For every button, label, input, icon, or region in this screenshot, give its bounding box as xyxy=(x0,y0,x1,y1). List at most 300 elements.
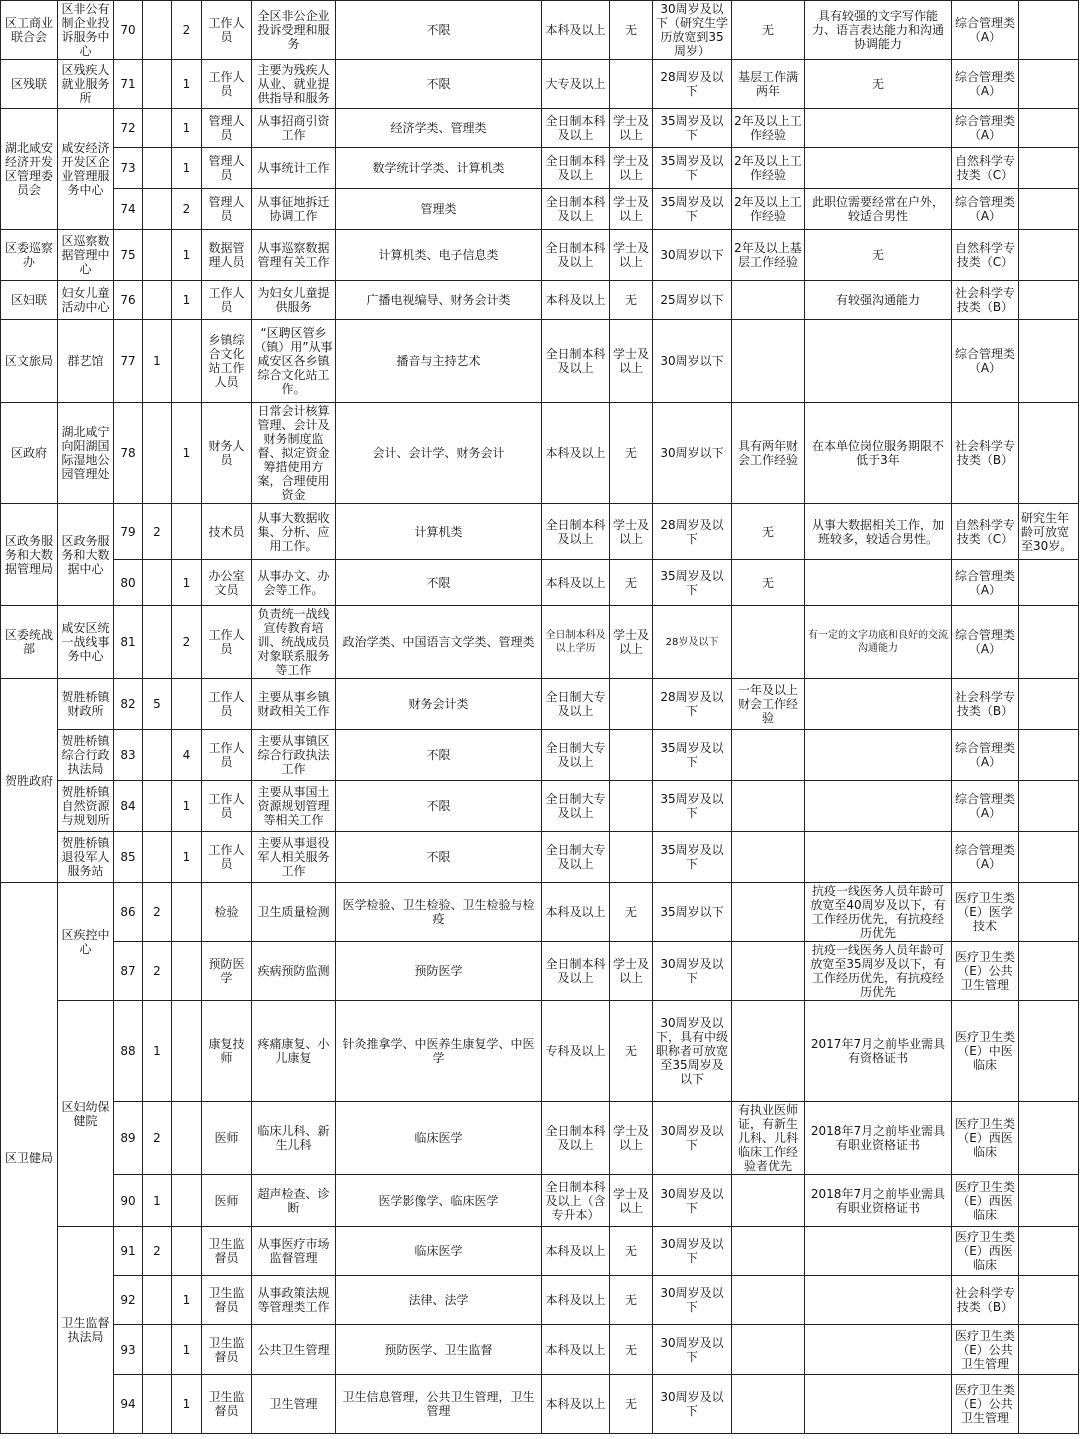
degree-cell xyxy=(610,832,653,883)
note-cell xyxy=(1019,781,1079,832)
seq-cell: 78 xyxy=(114,403,143,504)
unit-cell: 区妇幼保健院 xyxy=(58,1001,114,1227)
org-cell: 区文旅局 xyxy=(1,320,58,403)
position-cell: 管理人员 xyxy=(202,189,252,230)
position-cell: 管理人员 xyxy=(202,148,252,189)
unit-cell: 咸安经济开发区企业管理服务中心 xyxy=(58,109,114,230)
experience-cell xyxy=(732,1375,805,1434)
major-cell: 临床医学 xyxy=(336,1102,542,1175)
note-cell xyxy=(1019,883,1079,942)
note-cell: 研究生年龄可放宽至30岁。 xyxy=(1019,504,1079,560)
age-cell: 30周岁及以下 xyxy=(653,1375,732,1434)
other-req-cell xyxy=(805,1325,952,1375)
age-cell: 35周岁及以下 xyxy=(653,109,732,148)
count-cell-b: 1 xyxy=(172,403,202,504)
count-cell-b: 1 xyxy=(172,1276,202,1325)
unit-cell: 湖北咸宁向阳湖国际湿地公园管理处 xyxy=(58,403,114,504)
age-cell: 35周岁以下 xyxy=(653,883,732,942)
major-cell: 针灸推拿学、中医养生康复学、中医学 xyxy=(336,1001,542,1102)
count-cell-a: 5 xyxy=(143,679,172,730)
count-cell-b xyxy=(172,1001,202,1102)
count-cell-b: 1 xyxy=(172,1375,202,1434)
degree-cell xyxy=(610,60,653,109)
experience-cell xyxy=(732,1325,805,1375)
seq-cell: 75 xyxy=(114,230,143,281)
count-cell-b: 1 xyxy=(172,60,202,109)
count-cell-a xyxy=(143,1325,172,1375)
duty-cell: 主要从事国土资源规划管理等相关工作 xyxy=(252,781,336,832)
table-row xyxy=(1,606,1079,679)
category-cell: 社会科学专技类（B） xyxy=(952,679,1019,730)
position-cell: 工作人员 xyxy=(202,1,252,60)
other-req-cell xyxy=(805,1276,952,1325)
count-cell-b: 1 xyxy=(172,1325,202,1375)
count-cell-a: 1 xyxy=(143,1001,172,1102)
major-cell: 数学统计学类、计算机类 xyxy=(336,148,542,189)
seq-cell: 73 xyxy=(114,148,143,189)
category-cell: 综合管理类（A） xyxy=(952,109,1019,148)
note-cell xyxy=(1019,1175,1079,1227)
count-cell-a xyxy=(143,781,172,832)
education-cell: 全日制本科及以上 xyxy=(542,109,610,148)
degree-cell: 学士及以上 xyxy=(610,942,653,1001)
seq-cell: 85 xyxy=(114,832,143,883)
category-cell: 社会科学专技类（B） xyxy=(952,1276,1019,1325)
age-cell: 28周岁及以下 xyxy=(653,679,732,730)
category-cell: 社会科学专技类（B） xyxy=(952,281,1019,320)
seq-cell: 79 xyxy=(114,504,143,560)
seq-cell: 87 xyxy=(114,942,143,1001)
duty-cell: 从事统计工作 xyxy=(252,148,336,189)
duty-cell: 疼痛康复、小儿康复 xyxy=(252,1001,336,1102)
degree-cell: 无 xyxy=(610,1,653,60)
count-cell-b: 1 xyxy=(172,560,202,606)
category-cell: 医疗卫生类（E）公共卫生管理 xyxy=(952,1325,1019,1375)
unit-cell: 贺胜桥镇退役军人服务站 xyxy=(58,832,114,883)
experience-cell: 2年及以上基层工作经验 xyxy=(732,230,805,281)
count-cell-b xyxy=(172,679,202,730)
experience-cell: 无 xyxy=(732,1,805,60)
category-cell: 综合管理类（A） xyxy=(952,606,1019,679)
seq-cell: 81 xyxy=(114,606,143,679)
education-cell: 本科及以上 xyxy=(542,883,610,942)
position-cell: 办公室文员 xyxy=(202,560,252,606)
table-row xyxy=(1,1325,1079,1375)
major-cell: 广播电视编导、财务会计类 xyxy=(336,281,542,320)
position-cell: 医师 xyxy=(202,1175,252,1227)
table-row xyxy=(1,560,1079,606)
age-cell: 30周岁以下 xyxy=(653,230,732,281)
count-cell-b: 1 xyxy=(172,230,202,281)
education-cell: 全日制本科及以上 xyxy=(542,504,610,560)
degree-cell: 无 xyxy=(610,403,653,504)
table-row xyxy=(1,403,1079,504)
table-row xyxy=(1,1102,1079,1175)
education-cell: 专科及以上 xyxy=(542,1001,610,1102)
education-cell: 全日制本科及以上（含专升本） xyxy=(542,1175,610,1227)
count-cell-b: 2 xyxy=(172,189,202,230)
unit-cell: 区巡察数据管理中心 xyxy=(58,230,114,281)
other-req-cell xyxy=(805,730,952,781)
experience-cell xyxy=(732,606,805,679)
category-cell: 医疗卫生类（E）西医临床 xyxy=(952,1102,1019,1175)
education-cell: 本科及以上 xyxy=(542,1375,610,1434)
org-cell: 区工商业联合会 xyxy=(1,1,58,60)
seq-cell: 72 xyxy=(114,109,143,148)
education-cell: 全日制本科及以上 xyxy=(542,230,610,281)
position-cell: 技术员 xyxy=(202,504,252,560)
note-cell xyxy=(1019,1227,1079,1276)
major-cell: 政治学类、中国语言文学类、管理类 xyxy=(336,606,542,679)
position-cell: 工作人员 xyxy=(202,781,252,832)
major-cell: 不限 xyxy=(336,60,542,109)
other-req-cell: 抗疫一线医务人员年龄可放宽至40周岁及以下，有工作经历优先，有抗疫经历优先 xyxy=(805,883,952,942)
position-cell: 预防医学 xyxy=(202,942,252,1001)
seq-cell: 77 xyxy=(114,320,143,403)
note-cell xyxy=(1019,189,1079,230)
note-cell xyxy=(1019,403,1079,504)
experience-cell xyxy=(732,1001,805,1102)
major-cell: 会计、会计学、财务会计 xyxy=(336,403,542,504)
age-cell: 30周岁及以下 xyxy=(653,1175,732,1227)
category-cell: 医疗卫生类（E）公共卫生管理 xyxy=(952,942,1019,1001)
duty-cell: 卫生质量检测 xyxy=(252,883,336,942)
count-cell-b: 4 xyxy=(172,730,202,781)
duty-cell: 卫生管理 xyxy=(252,1375,336,1434)
duty-cell: 主要从事退役军人相关服务工作 xyxy=(252,832,336,883)
unit-cell: 区疾控中心 xyxy=(58,883,114,1001)
note-cell xyxy=(1019,679,1079,730)
duty-cell: 全区非公企业投诉受理和服务 xyxy=(252,1,336,60)
age-cell: 30周岁以下 xyxy=(653,403,732,504)
degree-cell: 无 xyxy=(610,1276,653,1325)
degree-cell xyxy=(610,730,653,781)
age-cell: 35周岁及以下 xyxy=(653,781,732,832)
other-req-cell xyxy=(805,148,952,189)
position-cell: 数据管理人员 xyxy=(202,230,252,281)
other-req-cell xyxy=(805,109,952,148)
count-cell-b xyxy=(172,320,202,403)
seq-cell: 94 xyxy=(114,1375,143,1434)
duty-cell: 日常会计核算管理、会计及财务制度监督、拟定资金筹措使用方案，合理使用资金 xyxy=(252,403,336,504)
note-cell xyxy=(1019,60,1079,109)
count-cell-b: 1 xyxy=(172,109,202,148)
category-cell: 综合管理类（A） xyxy=(952,832,1019,883)
seq-cell: 91 xyxy=(114,1227,143,1276)
seq-cell: 90 xyxy=(114,1175,143,1227)
experience-cell xyxy=(732,1276,805,1325)
other-req-cell: 有较强沟通能力 xyxy=(805,281,952,320)
note-cell xyxy=(1019,148,1079,189)
unit-cell: 群艺馆 xyxy=(58,320,114,403)
count-cell-b: 1 xyxy=(172,281,202,320)
education-cell: 本科及以上 xyxy=(542,281,610,320)
table-row xyxy=(1,1227,1079,1276)
duty-cell: 从事大数据收集、分析、应用工作。 xyxy=(252,504,336,560)
category-cell: 综合管理类（A） xyxy=(952,189,1019,230)
table-row xyxy=(1,883,1079,942)
experience-cell: 无 xyxy=(732,560,805,606)
position-cell: 工作人员 xyxy=(202,832,252,883)
position-cell: 工作人员 xyxy=(202,60,252,109)
major-cell: 卫生信息管理，公共卫生管理，卫生管理 xyxy=(336,1375,542,1434)
note-cell xyxy=(1019,230,1079,281)
note-cell xyxy=(1019,942,1079,1001)
experience-cell xyxy=(732,942,805,1001)
duty-cell: 从事办文、办会等工作。 xyxy=(252,560,336,606)
count-cell-a xyxy=(143,281,172,320)
major-cell: 计算机类、电子信息类 xyxy=(336,230,542,281)
age-cell: 30周岁及以下 xyxy=(653,942,732,1001)
count-cell-b: 1 xyxy=(172,832,202,883)
experience-cell: 具有两年财会工作经验 xyxy=(732,403,805,504)
other-req-cell: 无 xyxy=(805,60,952,109)
count-cell-b: 1 xyxy=(172,148,202,189)
org-cell: 区残联 xyxy=(1,60,58,109)
count-cell-a xyxy=(143,1276,172,1325)
experience-cell xyxy=(732,320,805,403)
table-row xyxy=(1,730,1079,781)
other-req-cell: 具有较强的文字写作能力、语言表达能力和沟通协调能力 xyxy=(805,1,952,60)
major-cell: 临床医学 xyxy=(336,1227,542,1276)
position-cell: 卫生监督员 xyxy=(202,1227,252,1276)
other-req-cell: 此职位需要经常在户外，较适合男性 xyxy=(805,189,952,230)
category-cell: 医疗卫生类（E）西医临床 xyxy=(952,1227,1019,1276)
age-cell: 30周岁及以下 xyxy=(653,1325,732,1375)
org-cell: 区政府 xyxy=(1,403,58,504)
degree-cell: 学士及以上 xyxy=(610,1102,653,1175)
count-cell-a xyxy=(143,560,172,606)
category-cell: 综合管理类（A） xyxy=(952,730,1019,781)
major-cell: 财务会计类 xyxy=(336,679,542,730)
table-row xyxy=(1,832,1079,883)
note-cell xyxy=(1019,1276,1079,1325)
major-cell: 不限 xyxy=(336,1,542,60)
seq-cell: 84 xyxy=(114,781,143,832)
seq-cell: 93 xyxy=(114,1325,143,1375)
degree-cell: 学士及以上 xyxy=(610,189,653,230)
duty-cell: 从事征地拆迁协调工作 xyxy=(252,189,336,230)
table-row xyxy=(1,230,1079,281)
degree-cell: 无 xyxy=(610,1227,653,1276)
table-row xyxy=(1,1276,1079,1325)
count-cell-a: 1 xyxy=(143,1175,172,1227)
table-row xyxy=(1,281,1079,320)
org-cell: 区委统战部 xyxy=(1,606,58,679)
unit-cell: 区政务服务和大数据中心 xyxy=(58,504,114,606)
count-cell-b xyxy=(172,1102,202,1175)
seq-cell: 71 xyxy=(114,60,143,109)
other-req-cell xyxy=(805,679,952,730)
degree-cell xyxy=(610,781,653,832)
age-cell: 30周岁以下 xyxy=(653,320,732,403)
count-cell-b xyxy=(172,1175,202,1227)
table-row xyxy=(1,781,1079,832)
table-row xyxy=(1,148,1079,189)
degree-cell: 学士及以上 xyxy=(610,504,653,560)
other-req-cell xyxy=(805,560,952,606)
other-req-cell xyxy=(805,320,952,403)
degree-cell: 无 xyxy=(610,1001,653,1102)
education-cell: 全日制本科及以上 xyxy=(542,189,610,230)
age-cell: 30周岁及以下 xyxy=(653,1227,732,1276)
table-row xyxy=(1,1001,1079,1102)
count-cell-a: 2 xyxy=(143,1227,172,1276)
education-cell: 全日制本科及以上学历 xyxy=(542,606,610,679)
table-row xyxy=(1,1175,1079,1227)
major-cell: 管理类 xyxy=(336,189,542,230)
major-cell: 不限 xyxy=(336,730,542,781)
unit-cell: 贺胜桥镇综合行政执法局 xyxy=(58,730,114,781)
experience-cell: 无 xyxy=(732,504,805,560)
seq-cell: 70 xyxy=(114,1,143,60)
experience-cell xyxy=(732,1175,805,1227)
seq-cell: 88 xyxy=(114,1001,143,1102)
duty-cell: 超声检查、诊断 xyxy=(252,1175,336,1227)
age-cell: 28周岁及以下 xyxy=(653,60,732,109)
duty-cell: 从事招商引资工作 xyxy=(252,109,336,148)
duty-cell: 负责统一战线宣传教育培训、统战成员对象联系服务等工作 xyxy=(252,606,336,679)
major-cell: 不限 xyxy=(336,832,542,883)
experience-cell xyxy=(732,781,805,832)
position-cell: 乡镇综合文化站工作人员 xyxy=(202,320,252,403)
org-cell: 贺胜政府 xyxy=(1,679,58,883)
position-cell: 医师 xyxy=(202,1102,252,1175)
category-cell: 综合管理类（A） xyxy=(952,560,1019,606)
degree-cell: 学士及以上 xyxy=(610,148,653,189)
category-cell: 综合管理类（A） xyxy=(952,320,1019,403)
education-cell: 本科及以上 xyxy=(542,1276,610,1325)
category-cell: 自然科学专技类（C） xyxy=(952,148,1019,189)
duty-cell: 从事巡察数据管理有关工作 xyxy=(252,230,336,281)
experience-cell: 2年及以上工作经验 xyxy=(732,148,805,189)
experience-cell xyxy=(732,730,805,781)
other-req-cell xyxy=(805,1375,952,1434)
table-row xyxy=(1,679,1079,730)
category-cell: 医疗卫生类（E）中医临床 xyxy=(952,1001,1019,1102)
count-cell-b xyxy=(172,504,202,560)
table-row xyxy=(1,1375,1079,1434)
education-cell: 全日制大专及以上 xyxy=(542,781,610,832)
education-cell: 全日制本科及以上 xyxy=(542,942,610,1001)
category-cell: 医疗卫生类（E）公共卫生管理 xyxy=(952,1375,1019,1434)
note-cell xyxy=(1019,1375,1079,1434)
education-cell: 本科及以上 xyxy=(542,560,610,606)
seq-cell: 89 xyxy=(114,1102,143,1175)
seq-cell: 76 xyxy=(114,281,143,320)
category-cell: 综合管理类（A） xyxy=(952,60,1019,109)
unit-cell: 妇女儿童活动中心 xyxy=(58,281,114,320)
duty-cell: 疾病预防监测 xyxy=(252,942,336,1001)
note-cell xyxy=(1019,1,1079,60)
position-cell: 卫生监督员 xyxy=(202,1375,252,1434)
experience-cell xyxy=(732,883,805,942)
category-cell: 自然科学专技类（C） xyxy=(952,230,1019,281)
major-cell: 预防医学 xyxy=(336,942,542,1001)
degree-cell: 学士及以上 xyxy=(610,109,653,148)
position-cell: 财务人员 xyxy=(202,403,252,504)
experience-cell: 2年及以上工作经验 xyxy=(732,189,805,230)
other-req-cell: 从事大数据相关工作，加班较多，较适合男性。 xyxy=(805,504,952,560)
major-cell: 医学影像学、临床医学 xyxy=(336,1175,542,1227)
other-req-cell xyxy=(805,781,952,832)
major-cell: 预防医学、卫生监督 xyxy=(336,1325,542,1375)
degree-cell: 无 xyxy=(610,560,653,606)
age-cell: 35周岁及以下 xyxy=(653,148,732,189)
duty-cell: 从事政策法规等管理类工作 xyxy=(252,1276,336,1325)
education-cell: 全日制本科及以上 xyxy=(542,320,610,403)
seq-cell: 82 xyxy=(114,679,143,730)
experience-cell: 有执业医师证，有新生儿科、儿科临床工作经验者优先 xyxy=(732,1102,805,1175)
degree-cell: 无 xyxy=(610,1375,653,1434)
education-cell: 全日制大专及以上 xyxy=(542,679,610,730)
education-cell: 本科及以上 xyxy=(542,403,610,504)
other-req-cell: 无 xyxy=(805,230,952,281)
experience-cell: 基层工作满两年 xyxy=(732,60,805,109)
count-cell-a: 2 xyxy=(143,883,172,942)
other-req-cell: 2018年7月之前毕业需具有职业资格证书 xyxy=(805,1102,952,1175)
duty-cell: 主要从事乡镇财政相关工作 xyxy=(252,679,336,730)
other-req-cell: 抗疫一线医务人员年龄可放宽至35周岁及以下，有工作经历优先，有抗疫经历优先 xyxy=(805,942,952,1001)
table-row xyxy=(1,320,1079,403)
education-cell: 本科及以上 xyxy=(542,1325,610,1375)
category-cell: 医疗卫生类（E）西医临床 xyxy=(952,1175,1019,1227)
count-cell-a xyxy=(143,403,172,504)
position-cell: 卫生监督员 xyxy=(202,1276,252,1325)
category-cell: 自然科学专技类（C） xyxy=(952,504,1019,560)
count-cell-a xyxy=(143,730,172,781)
count-cell-a xyxy=(143,148,172,189)
duty-cell: 公共卫生管理 xyxy=(252,1325,336,1375)
count-cell-a xyxy=(143,1375,172,1434)
duty-cell: 从事医疗市场监督管理 xyxy=(252,1227,336,1276)
degree-cell: 无 xyxy=(610,1325,653,1375)
age-cell: 30周岁及以下，具有中级职称者可放宽至35周岁及以下 xyxy=(653,1001,732,1102)
age-cell: 25周岁以下 xyxy=(653,281,732,320)
degree-cell xyxy=(610,679,653,730)
position-cell: 卫生监督员 xyxy=(202,1325,252,1375)
position-cell: 管理人员 xyxy=(202,109,252,148)
experience-cell xyxy=(732,1227,805,1276)
duty-cell: 主要为残疾人从业、就业提供指导和服务 xyxy=(252,60,336,109)
count-cell-a: 1 xyxy=(143,320,172,403)
education-cell: 大专及以上 xyxy=(542,60,610,109)
count-cell-b: 2 xyxy=(172,1,202,60)
duty-cell: 临床儿科、新生儿科 xyxy=(252,1102,336,1175)
count-cell-a: 2 xyxy=(143,942,172,1001)
org-cell: 区委巡察办 xyxy=(1,230,58,281)
seq-cell: 86 xyxy=(114,883,143,942)
seq-cell: 80 xyxy=(114,560,143,606)
unit-cell: 贺胜桥镇财政所 xyxy=(58,679,114,730)
note-cell xyxy=(1019,832,1079,883)
experience-cell xyxy=(732,281,805,320)
seq-cell: 83 xyxy=(114,730,143,781)
note-cell xyxy=(1019,560,1079,606)
age-cell: 35周岁及以下 xyxy=(653,189,732,230)
age-cell: 30周岁及以下（研究生学历放宽到35周岁） xyxy=(653,1,732,60)
count-cell-a xyxy=(143,109,172,148)
major-cell: 计算机类 xyxy=(336,504,542,560)
note-cell xyxy=(1019,320,1079,403)
position-cell: 工作人员 xyxy=(202,679,252,730)
table-row xyxy=(1,942,1079,1001)
degree-cell: 学士及以上 xyxy=(610,320,653,403)
position-cell: 工作人员 xyxy=(202,606,252,679)
other-req-cell xyxy=(805,832,952,883)
count-cell-a xyxy=(143,606,172,679)
degree-cell: 学士及以上 xyxy=(610,1175,653,1227)
